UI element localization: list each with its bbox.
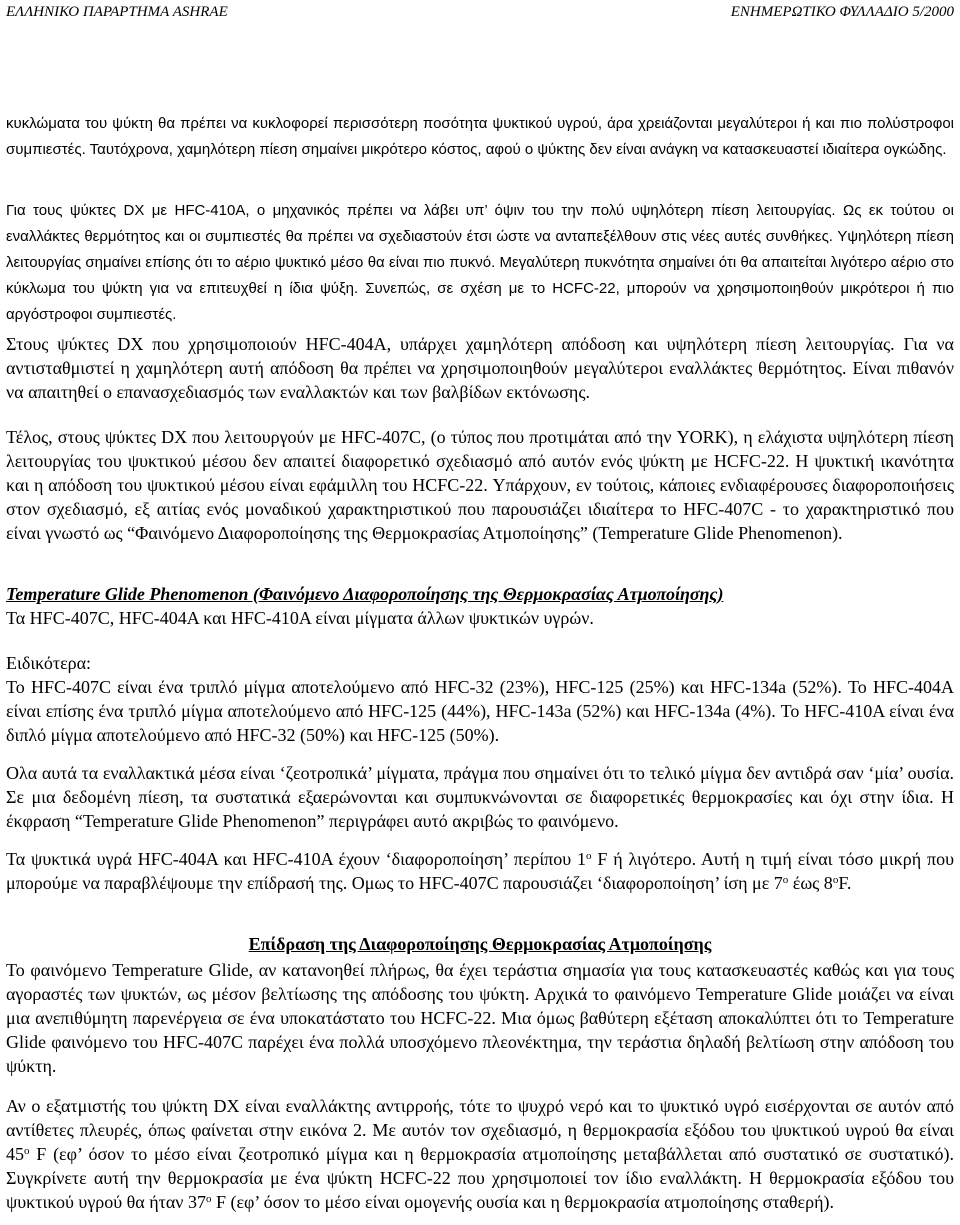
degree-sup-5: o [205,1193,212,1205]
section-temperature-glide [6,582,954,630]
counterflow-text-b: F (εφ’ όσον το μέσο είναι ζεοτροπικό μίγμα και η θερμοκρασία ατμοποίησης μεταβάλλεται από συστατικό σε συστατικό). Συγκρίνετε αυτή την θερμοκρασία με ένα ψύκτη HCFC-22 που χρησιμοποιεί τον ίδιο εναλλάκτη. Η θερμοκρασία εξόδου του ψυκτικού υγρού θα ήταν 37 [6,1144,954,1212]
paragraph-hfc407c: Τέλος, στους ψύκτες DX που λειτουργούν με HFC-407C, (ο τύπος που προτιμάται από την YORK), η ελάχιστα υψηλότερη πίεση λειτουργίας του ψυκτικού μέσου δεν απαιτεί διαφορετικό σχεδιασμό από αυτόν ενός ψύκτη με HCFC-22. Η ψυκτική ικανότητα και η απόδοση του ψυκτικού μέσου είναι εφάμιλλη του HCFC-22. Υπάρχουν, εν τούτοις, κάποιες ενδιαφέρουσες διαφοροποιήσεις στον σχεδιασμό, εξ αιτίας ενός μοναδικού χαρακτηριστικού που παρουσιάζει ιδιαίτερα το HFC-407C - το χαρακτηριστικό που είναι γνωστό ως “Φαινόμενο Διαφοροποίησης της Θερμοκρασίας Ατμοποίησης” (Temperature Glide Phenomenon). [6,427,954,543]
paragraph-glide-values [6,847,954,895]
paragraph-compressors: κυκλώματα του ψύκτη θα πρέπει να κυκλοφορεί περισσότερη ποσότητα ψυκτικού υγρού, άρα χρειάζονται μεγαλύτεροι ή και πιο πολύστροφοι συμπιεστές. Ταυτόχρονα, χαμηλότερη πίεση σημαίνει μικρότερο κόστος, αφού ο ψύκτης δεν είναι ανάγκη να κατασκευαστεί ιδιαίτερα ογκώδης. [6,115,954,158]
header-right-title: ΕΝΗΜΕΡΩΤΙΚΟ ΦΥΛΛΑΔΙΟ 5/2000 [730,4,954,20]
temperature-glide-title: Temperature Glide Phenomenon (Φαινόμενο Διαφοροποίησης της Θερμοκρασίας Ατμοποίησης) [6,584,724,604]
section-heading: Επίδραση της Διαφοροποίησης Θερμοκρασίας Ατμοποίησης [248,934,712,954]
page-header [6,0,954,24]
glide-text-c: έως 8 [788,873,833,893]
section-specifically [6,651,954,747]
paragraph-glide-effect: Το φαινόμενο Temperature Glide, αν κατανοηθεί πλήρως, θα έχει τεράστια σημασία για τους κατασκευαστές καθώς και για τους αγοραστές των ψυκτών, ως μέσον βελτίωσης της απόδοσης του ψύκτη. Αρχικά το φαινόμενο Temperature Glide μοιάζει να είναι μια ανεπιθύμητη παρενέργεια σε ένα υποκατάστατο του HCFC-22. Μια όμως βαθύτερη εξέταση αποκαλύπτει ότι το Temperature Glide φαινόμενο του HFC-407C παρέχει ένα πολλά υποσχόμενο πλεονέκτημα, την τεράστια δηλαδή βελτίωση στην απόδοση του ψύκτη. [6,960,954,1076]
specifically-lead: Ειδικότερα: [6,653,92,673]
mixture-composition-text: Το HFC-407C είναι ένα τριπλό μίγμα αποτελούμενο από HFC-32 (23%), HFC-125 (25%) και HFC-134a (52%). Το HFC-404A είναι επίσης ένα τριπλό μίγμα αποτελούμενο από HFC-125 (44%), HFC-143a (52%) και HFC-134a (4%). Το HFC-410A είναι ένα διπλό μίγμα αποτελούμενο από HFC-32 (50%) και HFC-125 (50%). [6,677,954,745]
paragraph-hfc410a: Για τους ψύκτες DX με HFC-410A, ο μηχανικός πρέπει να λάβει υπ’ όψιν του την πολύ υψηλότερη πίεση λειτουργίας. Ως εκ τούτου οι εναλλάκτες θερμότητος και οι συμπιεστές θα πρέπει να σχεδιαστούν έτσι ώστε να ανταπεξέλθουν στις νέες αυτές συνθήκες. Υψηλότερη πίεση λειτουργίας σημαίνει επίσης ότι το αέριο ψυκτικό μέσο θα είναι πιο πυκνό. Μεγαλύτερη πυκνότητα σημαίνει ότι θα απαιτείται λιγότερο αέριο στο κύκλωμα του ψύκτη για να επιτευχθεί η ίδια ψύξη. Συνεπώς, σε σχέση με το HCFC-22, μπορούν να χρησιμοποιηθούν μικρότεροι ή πιο αργόστροφοι συμπιεστές. [6,202,954,323]
mixtures-sentence: Τα HFC-407C, HFC-404A και HFC-410A είναι μίγματα άλλων ψυκτικών υγρών. [6,608,594,628]
degree-sup-1: o [586,850,592,862]
glide-text-b: F ή λιγότερο. Αυτή η τιμή είναι τόσο μικρή που μπορούμε να παραβλέψουμε την επίδρασή της. Ομως το HFC-407C παρουσιάζει ‘διαφοροποίηση’ ίση με 7 [6,849,954,893]
degree-sup-3: o [832,874,839,886]
degree-sup-2: o [782,874,789,886]
paragraph-zeotropic: Ολα αυτά τα εναλλακτικά μέσα είναι ‘ζεοτροπικά’ μίγματα, πράγμα που σημαίνει ότι το τελικό μίγμα δεν αντιδρά σαν ‘μία’ ουσία. Σε μια δεδομένη πίεση, τα συστατικά εξαερώνονται και συμπυκνώνονται σε διαφορετικές θερμοκρασίες και όχι στην ίδια. Η έκφραση “Temperature Glide Phenomenon” περιγράφει αυτό ακριβώς το φαινόμενο. [6,763,954,831]
degree-sup-4: o [24,1145,30,1157]
paragraph-counterflow [6,1094,954,1214]
counterflow-text-a: Αν ο εξατμιστής του ψύκτη DX είναι εναλλάκτης αντιρροής, τότε το ψυχρό νερό και το ψυκτικό υγρό εισέρχονται σε αυτόν από αντίθετες πλευρές, όπως φαίνεται στην εικόνα 2. Με αυτόν τον σχεδιασμό, η θερμοκρασία εξόδου του ψυκτικού υγρού θα είναι 45 [6,1096,954,1164]
counterflow-text-c: F (εφ’ όσον το μέσο είναι ομογενής ουσία και η θερμοκρασία ατμοποίησης σταθερή). [211,1192,834,1212]
glide-text-d: F. [838,873,852,893]
header-left-title: ΕΛΛΗΝΙΚΟ ΠΑΡΑΡΤΗΜΑ ASHRAE [6,4,228,20]
paragraph-hfc404a: Στους ψύκτες DX που χρησιμοποιούν HFC-404A, υπάρχει χαμηλότερη απόδοση και υψηλότερη πίεση λειτουργίας. Για να αντισταθμιστεί η χαμηλότερη αυτή απόδοση θα πρέπει να χρησιμοποιηθούν μεγαλύτεροι εναλλάκτες θερμότητος. Είναι πιθανόν να απαιτηθεί ο επανασχεδιασμός των εναλλακτών και των βαλβίδων εκτόνωσης. [6,334,954,402]
glide-text-a: Τα ψυκτικά υγρά HFC-404A και HFC-410A έχουν ‘διαφοροποίηση’ περίπου 1 [6,849,587,869]
